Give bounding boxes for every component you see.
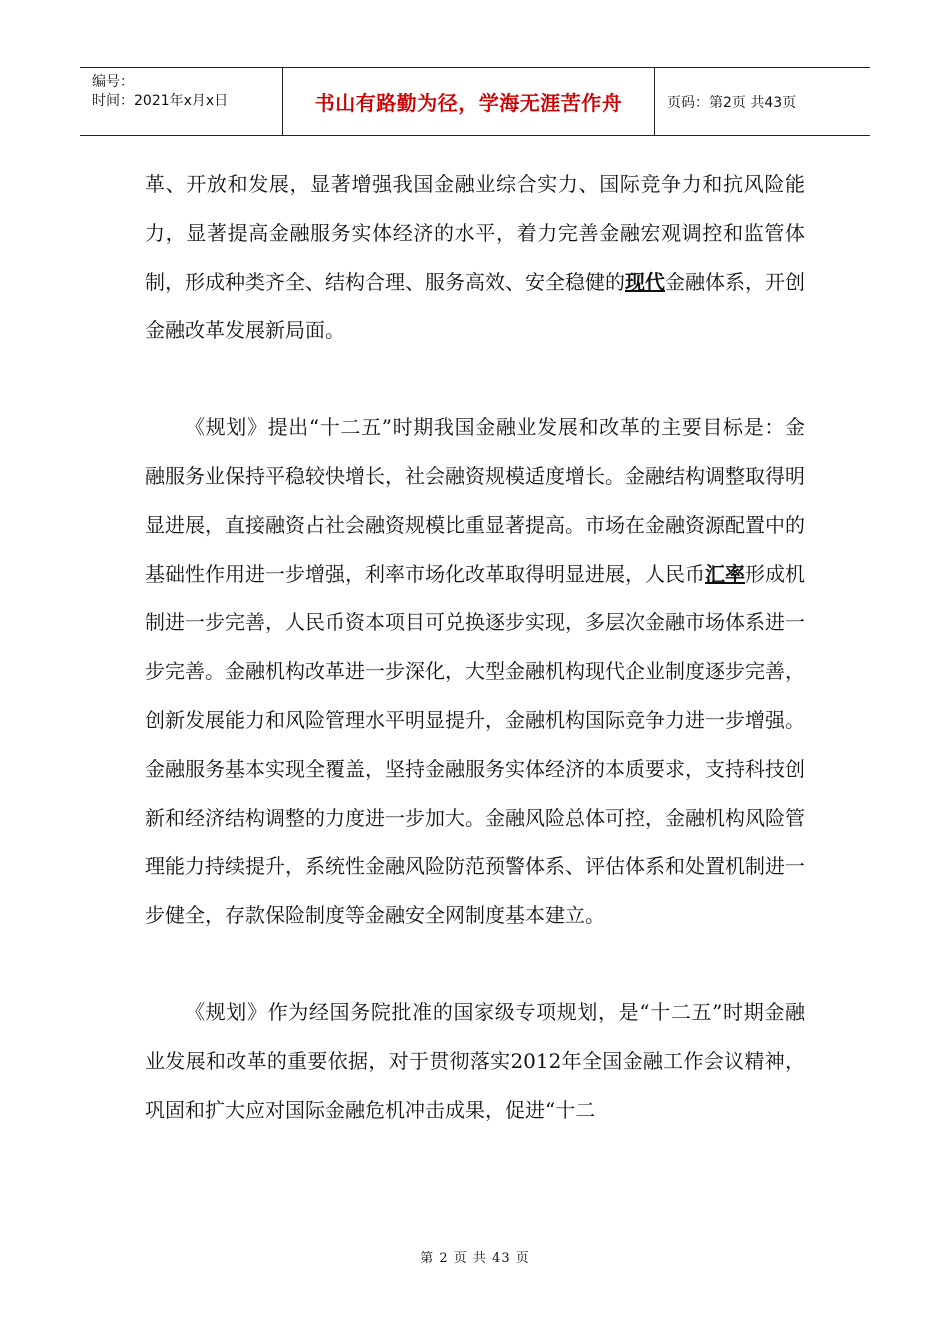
paragraph-3: 《规划》作为经国务院批准的国家级专项规划，是“十二五”时期金融业发展和改革的重要依据，对于贯彻落实2012年全国金融工作会议精神，巩固和扩大应对国际金融危机冲击成果，促进“十二 (145, 999, 805, 1122)
document-body (145, 160, 805, 1134)
header-motto: 书山有路勤为径，学海无涯苦作舟 (283, 68, 655, 135)
page-header (80, 67, 870, 136)
link-xiandai[interactable]: 现代 (625, 269, 665, 294)
page-footer: 第 2 页 共 43 页 (420, 1251, 530, 1266)
paragraph-1 (145, 160, 805, 355)
paragraph-2-text-b: 形成机制进一步完善，人民币资本项目可兑换逐步实现，多层次金融市场体系进一步完善。金融机构改革进一步深化，大型金融机构现代企业制度逐步完善，创新发展能力和风险管理水平明显提升，金融机构国际竞争力进一步增强。金融服务基本实现全覆盖，坚持金融服务实体经济的本质要求，支持科技创新和经济结构调整的力度进一步加大。金融风险总体可控，金融机构风险管理能力持续提升，系统性金融风险防范预警体系、评估体系和处置机制进一步健全，存款保险制度等金融安全网制度基本建立。 (145, 561, 805, 928)
paragraph-1-text-a: 革、开放和发展，显著增强我国金融业综合实力、国际竞争力和抗风险能力，显著提高金融服务实体经济的水平，着力完善金融宏观调控和监管体制，形成种类齐全、结构合理、服务高效、安全稳健的 (145, 172, 805, 294)
paragraph-1-text-b: 金融体系，开创金融改革发展新局面。 (145, 269, 805, 343)
paragraph-2 (145, 403, 805, 940)
header-page-info: 页码：第2页 共43页 (667, 94, 797, 111)
number-label: 编号： (92, 74, 134, 90)
link-huilv[interactable]: 汇率 (705, 561, 745, 586)
paragraph-2-text-a: 《规划》提出“十二五”时期我国金融业发展和改革的主要目标是：金融服务业保持平稳较快增长，社会融资规模适度增长。金融结构调整取得明显进展，直接融资占社会融资规模比重显著提高。市场在金融资源配置中的基础性作用进一步增强，利率市场化改革取得明显进展，人民币 (145, 415, 805, 586)
time-label: 时间：2021年x月x日 (92, 93, 229, 109)
header-meta-cell (80, 68, 283, 135)
